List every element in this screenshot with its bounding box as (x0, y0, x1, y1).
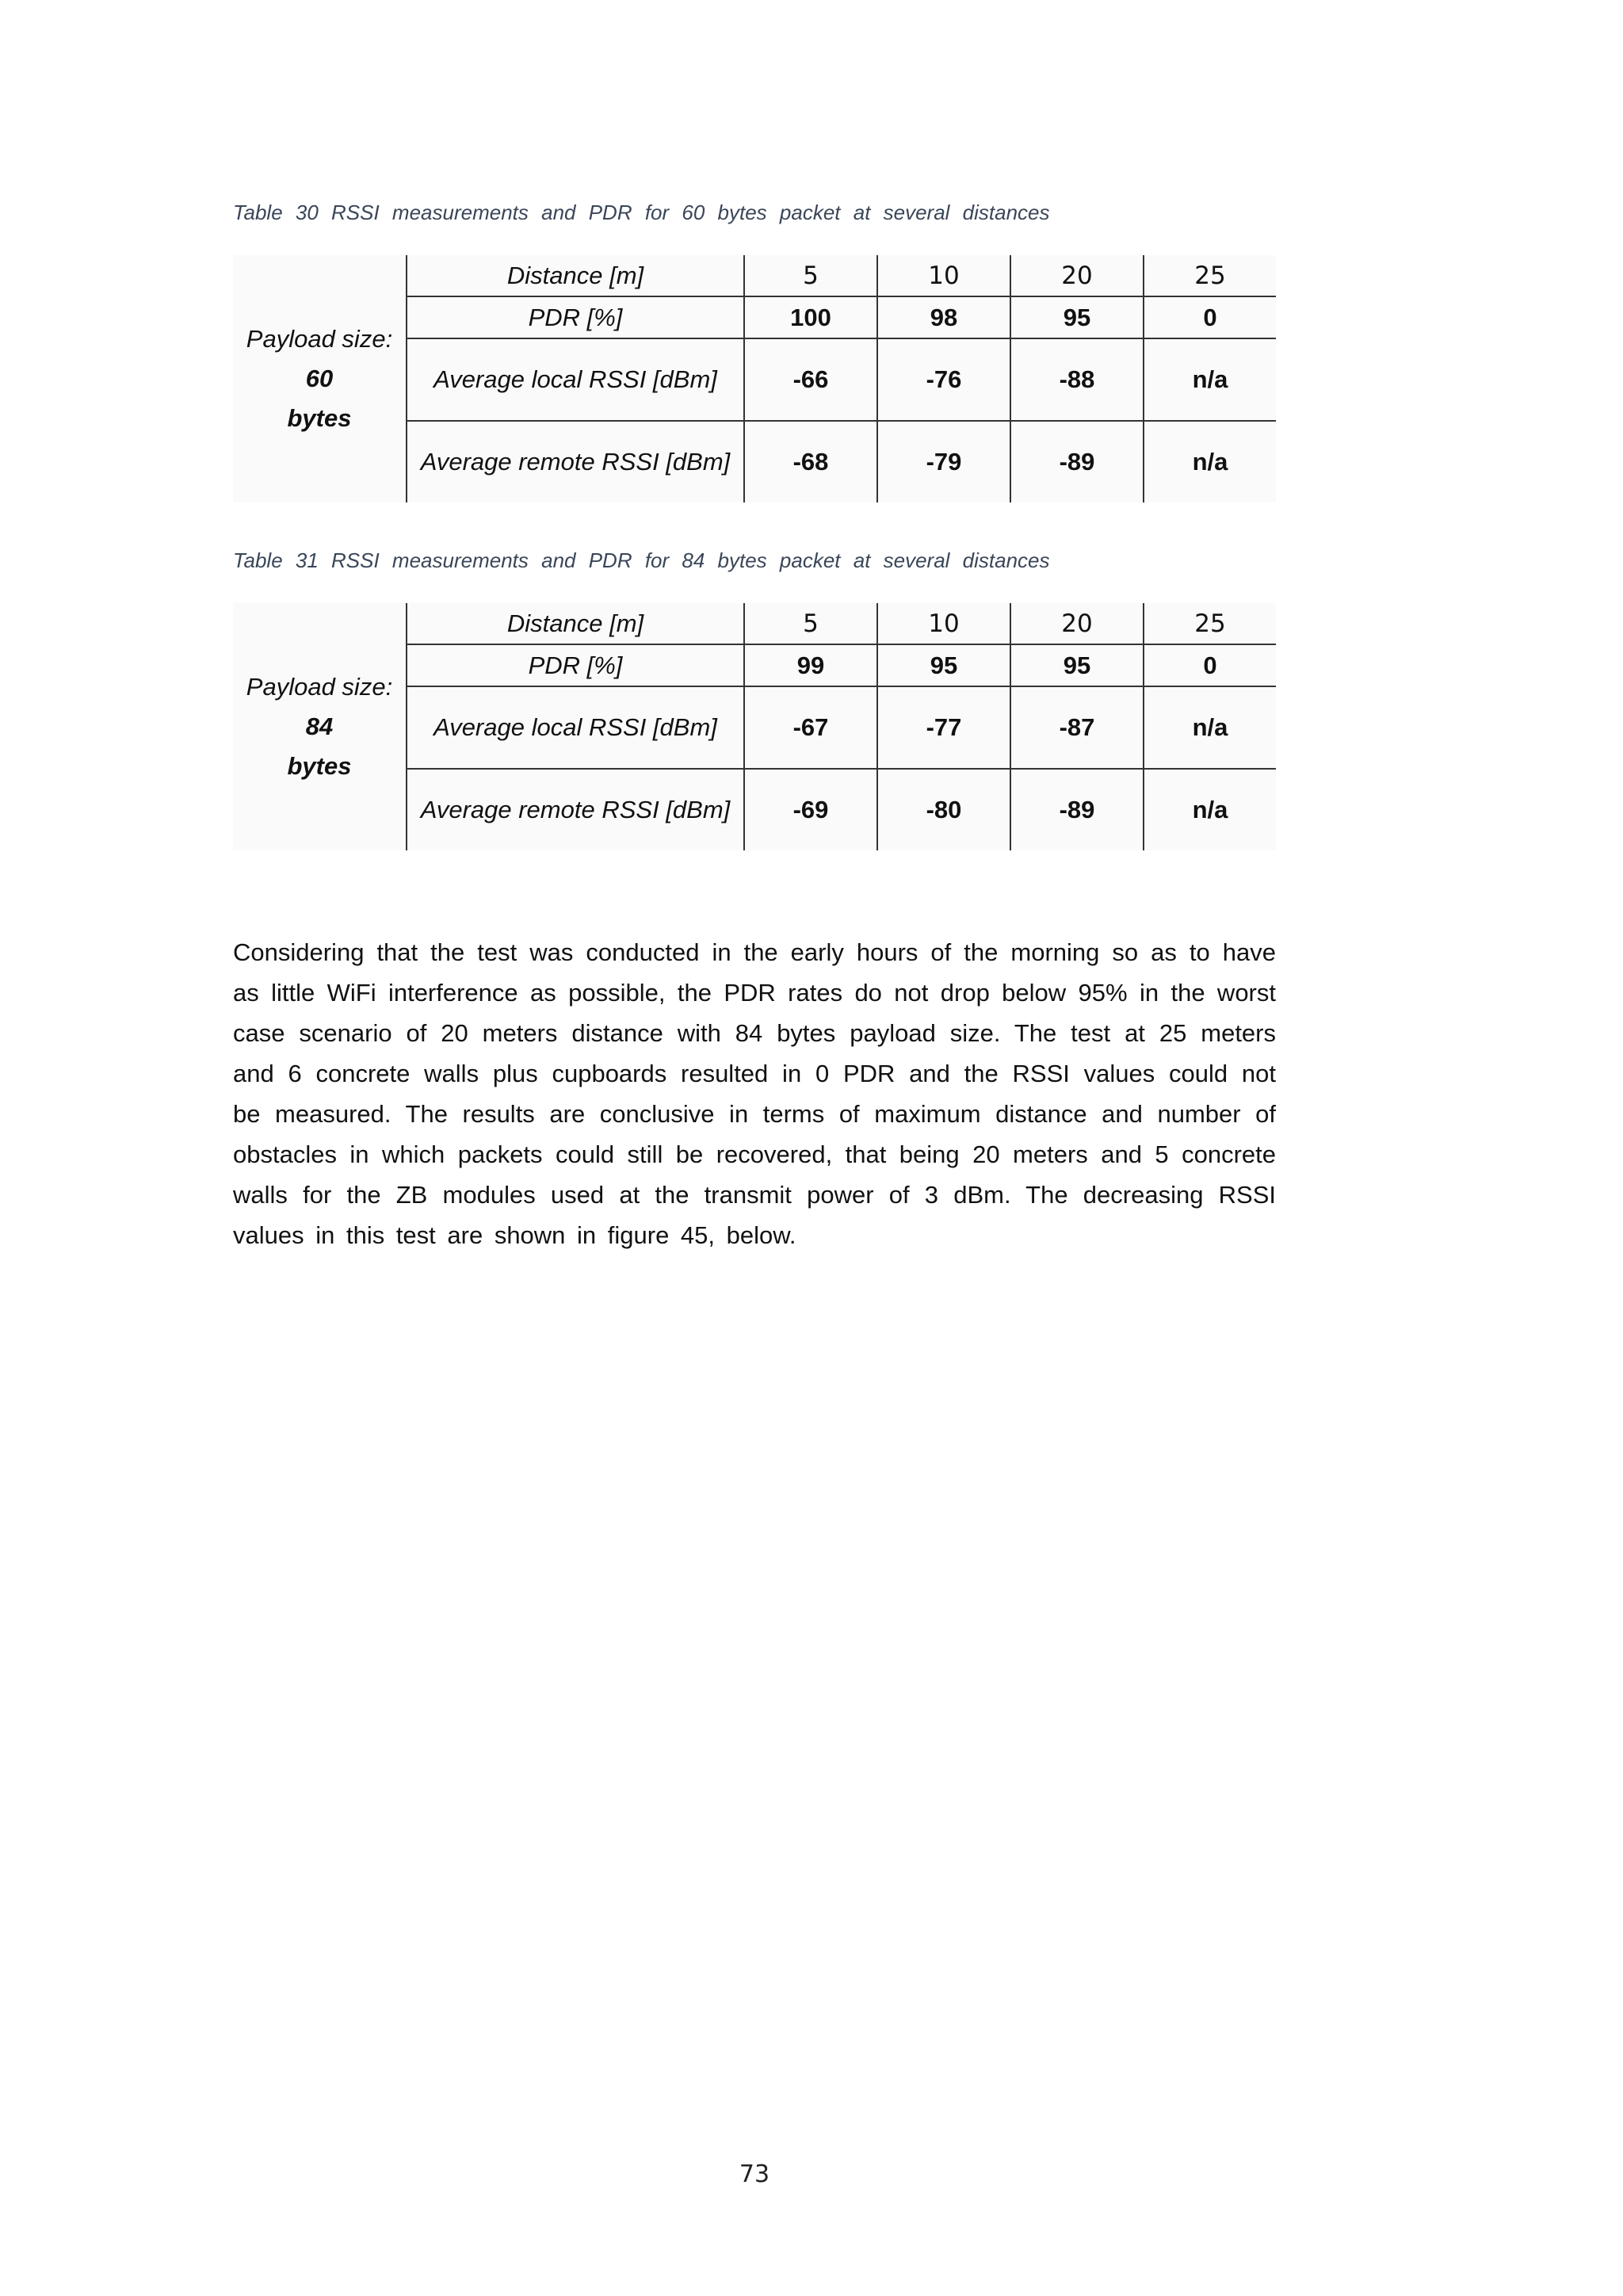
remote-rssi-value: -69 (744, 769, 877, 850)
payload-prefix: Payload size: (246, 673, 393, 701)
pdr-label: PDR [%] (407, 644, 744, 686)
payload-size-cell (233, 255, 407, 502)
remote-rssi-label: Average remote RSSI [dBm] (407, 421, 744, 502)
pdr-label: PDR [%] (407, 296, 744, 338)
table-30-caption: Table 30 RSSI measurements and PDR for 60 bytes packet at several distances (233, 201, 1050, 224)
local-rssi-value: -66 (744, 338, 877, 421)
payload-value: 84 (305, 712, 334, 740)
distance-value: 25 (1144, 603, 1276, 644)
payload-suffix: bytes (287, 752, 352, 780)
pdr-value: 95 (1010, 296, 1144, 338)
remote-rssi-value: n/a (1192, 796, 1228, 823)
remote-rssi-value: n/a (1192, 448, 1228, 476)
remote-rssi-value: -89 (1010, 769, 1144, 850)
distance-value: 5 (744, 255, 877, 296)
distance-label: Distance [m] (407, 255, 744, 296)
body-paragraph: Considering that the test was conducted in the early hours of the morning so as to have as little WiFi interference as possible, the PDR rates do not drop below 95% in the worst case scenario of 20 meters distance with 84 bytes payload size. The test at 25 meters and 6 concrete walls plus cupboards resulted in 0 PDR and the RSSI values could not be measured. The results are conclusive in terms of maximum distance and number of obstacles in which packets could still be recovered, that being 20 meters and 5 concrete walls for the ZB modules used at the transmit power of 3 dBm. The decreasing RSSI values in this test are shown in figure 45, below. (233, 938, 1276, 1249)
remote-rssi-label: Average remote RSSI [dBm] (407, 769, 744, 850)
remote-rssi-value: -68 (744, 421, 877, 502)
local-rssi-value: -88 (1010, 338, 1144, 421)
local-rssi-value: -77 (877, 686, 1010, 769)
local-rssi-value: -67 (744, 686, 877, 769)
pdr-value: 0 (1144, 644, 1276, 686)
distance-value: 5 (744, 603, 877, 644)
table-row (233, 255, 1276, 296)
local-rssi-value: n/a (1144, 338, 1276, 421)
remote-rssi-value: -79 (877, 421, 1010, 502)
local-rssi-value: -76 (877, 338, 1010, 421)
local-rssi-label: Average local RSSI [dBm] (407, 686, 744, 769)
payload-prefix: Payload size: (246, 325, 393, 353)
pdr-value: 95 (877, 644, 1010, 686)
table-31-caption: Table 31 RSSI measurements and PDR for 84 bytes packet at several distances (233, 548, 1050, 572)
remote-rssi-value: -80 (877, 769, 1010, 850)
pdr-value: 99 (744, 644, 877, 686)
table-31 (233, 603, 1276, 850)
distance-label: Distance [m] (407, 603, 744, 644)
pdr-value: 0 (1144, 296, 1276, 338)
distance-value: 10 (877, 603, 1010, 644)
distance-value: 20 (1010, 603, 1144, 644)
payload-size-cell (233, 603, 407, 850)
distance-value: 25 (1144, 255, 1276, 296)
remote-rssi-value: -89 (1010, 421, 1144, 502)
payload-value: 60 (305, 365, 334, 392)
payload-suffix: bytes (287, 404, 352, 432)
table-30 (233, 255, 1276, 502)
pdr-value: 98 (877, 296, 1010, 338)
local-rssi-value: -87 (1010, 686, 1144, 769)
distance-value: 20 (1010, 255, 1144, 296)
pdr-value: 100 (744, 296, 877, 338)
page-number: 73 (739, 2160, 770, 2188)
pdr-value: 95 (1010, 644, 1144, 686)
local-rssi-value: n/a (1144, 686, 1276, 769)
local-rssi-label: Average local RSSI [dBm] (407, 338, 744, 421)
distance-value: 10 (877, 255, 1010, 296)
table-row (233, 603, 1276, 644)
